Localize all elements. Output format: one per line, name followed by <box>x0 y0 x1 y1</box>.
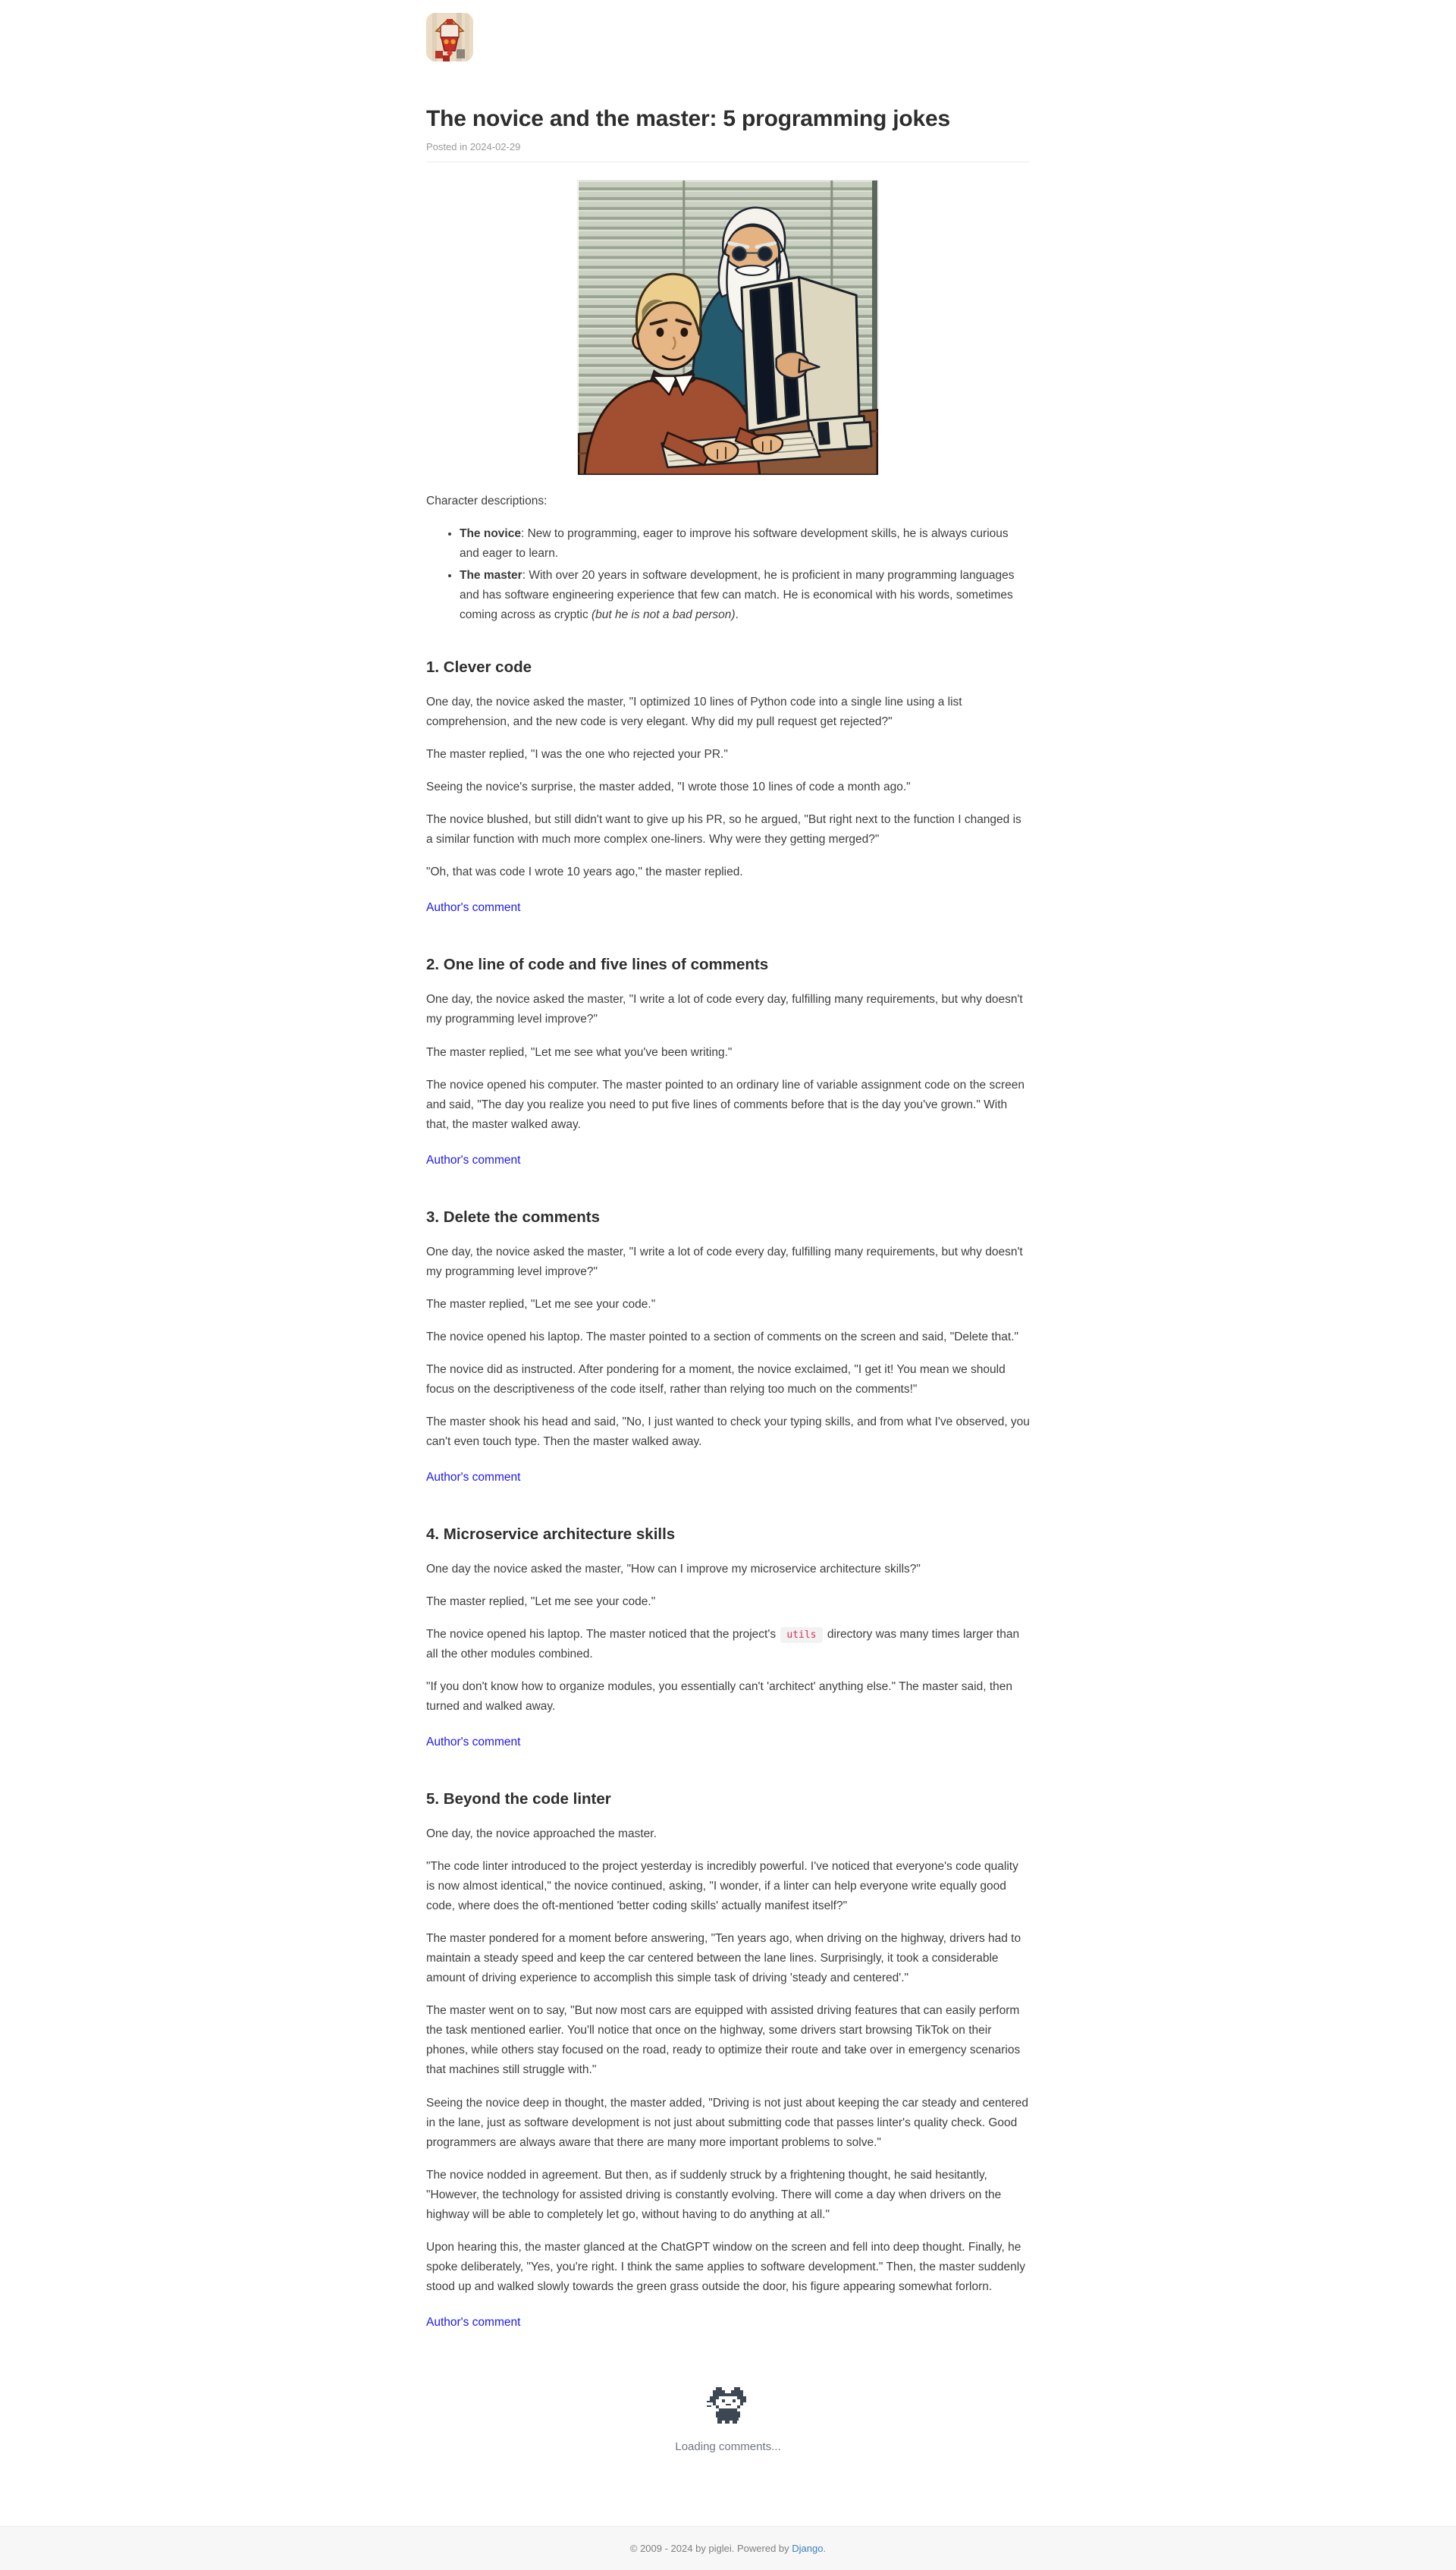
paragraph: Seeing the novice's surprise, the master added, "I wrote those 10 lines of code a month ago." <box>426 781 911 794</box>
paragraph: The master shook his head and said, "No, I just wanted to check your typing skills, and from what I've observed, you can't even touch type. Then the master walked away. <box>426 1415 1030 1448</box>
section-heading: 4. Microservice architecture skills <box>426 1525 676 1543</box>
post-date: Posted in 2024-02-29 <box>426 141 521 152</box>
paragraph: The master pondered for a moment before answering, "Ten years ago, when driving on the highway, drivers had to maintain a steady speed and keep the car centered between the lane lines. Surprisingly, it took a considerable amount of driving experience to accomplish this simple task of driving 'steady and centered'." <box>426 1932 1021 1985</box>
code-paragraph-after: directory was many times larger than all the other modules combined. <box>426 1628 1020 1661</box>
page-title: The novice and the master: 5 programming jokes <box>426 106 950 131</box>
paragraph: One day, the novice asked the master, "I write a lot of code every day, fulfilling many requirements, but why doesn't my programming level improve?" <box>426 993 1023 1026</box>
list-item <box>460 566 1030 625</box>
character-list <box>426 524 1030 625</box>
site-logo-avatar[interactable] <box>426 13 473 61</box>
master-description-italic: (but he is not a bad person) <box>592 608 736 622</box>
authors-comment-link[interactable]: Author's comment <box>426 1153 521 1167</box>
paragraph: "Oh, that was code I wrote 10 years ago," the master replied. <box>426 866 743 879</box>
paragraph: One day, the novice approached the master. <box>426 1827 657 1841</box>
section-microservice-architecture <box>426 1525 1030 1757</box>
master-description: : With over 20 years in software development, he is proficient in many programming languages and has software engineering experience that few can match. He is economical with his words, sometimes coming across as cryptic <box>460 569 1015 622</box>
paragraph: The master replied, "Let me see your code." <box>426 1594 656 1608</box>
section-heading: 5. Beyond the code linter <box>426 1790 611 1808</box>
paragraph: The novice opened his computer. The master pointed to an ordinary line of variable assignment code on the screen and said, "The day you realize you need to put five lines of comments before that is the day you've grown." With that, the master walked away. <box>426 1078 1025 1131</box>
paragraph: The novice opened his laptop. The master pointed to a section of comments on the screen and said, "Delete that." <box>426 1330 1019 1343</box>
site-footer <box>0 2526 1456 2570</box>
django-link[interactable]: Django <box>792 2542 824 2554</box>
authors-comment-link[interactable]: Author's comment <box>426 901 521 915</box>
paragraph: The master replied, "I was the one who rejected your PR." <box>426 748 728 762</box>
pixel-cat-icon <box>707 2387 749 2425</box>
master-description-suffix: . <box>735 608 739 622</box>
paragraph: Seeing the novice deep in thought, the master added, "Driving is not just about keeping the car steady and centered in the lane, just as software development is not just about submitting code that passes linter's quality check. Good programmers are always aware that there are many more important problems to solve." <box>426 2096 1028 2149</box>
paragraph: Upon hearing this, the master glanced at the ChatGPT window on the screen and fell into deep thought. Finally, he spoke deliberately, "Yes, you're right. I think the same applies to software development." Then, the master suddenly stood up and walked slowly towards the green grass outside the door, his figure appearing somewhat forlorn. <box>426 2240 1025 2293</box>
section-heading: 1. Clever code <box>426 658 532 677</box>
post-illustration <box>577 180 879 476</box>
paragraph: The novice nodded in agreement. But then, as if suddenly struck by a frightening thought, he said hesitantly, "However, the technology for assisted driving is constantly evolving. There will come a day when drivers on the highway will be able to completely let go, without having to do anything at all." <box>426 2168 1002 2221</box>
paragraph: The novice blushed, but still didn't want to give up his PR, so he argued, "But right next to the function I changed is a similar function with much more complex one-liners. Why were they getting merged?" <box>426 813 1021 847</box>
section-heading: 2. One line of code and five lines of comments <box>426 956 769 974</box>
paragraph: One day, the novice asked the master, "I write a lot of code every day, fulfilling many requirements, but why doesn't my programming level improve?" <box>426 1245 1023 1278</box>
comments-section <box>426 2387 1030 2453</box>
paragraph: "The code linter introduced to the project yesterday is incredibly powerful. I've noticed that everyone's code quality is now almost identical," the novice continued, asking, "I wonder, if a linter can help everyone write equally good code, where does the oft-mentioned 'better coding skills' actually manifest itself?" <box>426 1860 1018 1913</box>
code-paragraph-before: The novice opened his laptop. The master noticed that the project's <box>426 1628 780 1641</box>
robot-toy-avatar-image <box>426 13 473 61</box>
paragraph-with-code <box>426 1625 1030 1664</box>
copyright-text: © 2009 - 2024 by piglei. Powered by <box>629 2542 792 2554</box>
section-heading: 3. Delete the comments <box>426 1208 600 1226</box>
character-descriptions-lead: Character descriptions: <box>426 495 548 507</box>
page-container <box>426 0 1030 2453</box>
novice-description: : New to programming, eager to improve his software development skills, he is always curious and eager to learn. <box>460 527 1009 561</box>
paragraph: One day the novice asked the master, "How can I improve my microservice architecture skills?" <box>426 1562 921 1576</box>
list-item <box>460 524 1030 564</box>
paragraph: One day, the novice asked the master, "I optimized 10 lines of Python code into a single line using a list comprehension, and the new code is very elegant. Why did my pull request get rejected?" <box>426 696 962 729</box>
section-one-line-five-comments <box>426 956 1030 1174</box>
loading-comments-status: Loading comments... <box>675 2440 781 2453</box>
paragraph: The master went on to say, "But now most cars are equipped with assisted driving features that can easily perform the task mentioned earlier. You'll notice that once on the highway, some drivers start browsing TikTok on their phones, while others stay focused on the road, ready to optimize their route and take over in emergency scenarios that machines still struggle with." <box>426 2004 1021 2077</box>
authors-comment-link[interactable]: Author's comment <box>426 1736 521 1749</box>
novice-and-master-illustration-image <box>578 181 878 475</box>
novice-label: The novice <box>460 527 521 541</box>
copyright-suffix: . <box>823 2542 827 2554</box>
paragraph: The novice did as instructed. After pondering for a moment, the novice exclaimed, "I get it! You mean we should focus on the descriptiveness of the code itself, rather than relying too much on the comments!" <box>426 1362 1006 1396</box>
section-beyond-the-code-linter <box>426 1790 1030 2337</box>
master-label: The master <box>460 569 522 583</box>
authors-comment-link[interactable]: Author's comment <box>426 1470 521 1484</box>
paragraph: "If you don't know how to organize modules, you essentially can't 'architect' anything else." The master said, then turned and walked away. <box>426 1680 1013 1714</box>
section-clever-code <box>426 658 1030 922</box>
paragraph: The master replied, "Let me see what you've been writing." <box>426 1045 733 1059</box>
paragraph: The master replied, "Let me see your code." <box>426 1297 656 1311</box>
authors-comment-link[interactable]: Author's comment <box>426 2315 521 2329</box>
utils-inline-code: utils <box>780 1627 822 1643</box>
section-delete-the-comments <box>426 1208 1030 1492</box>
